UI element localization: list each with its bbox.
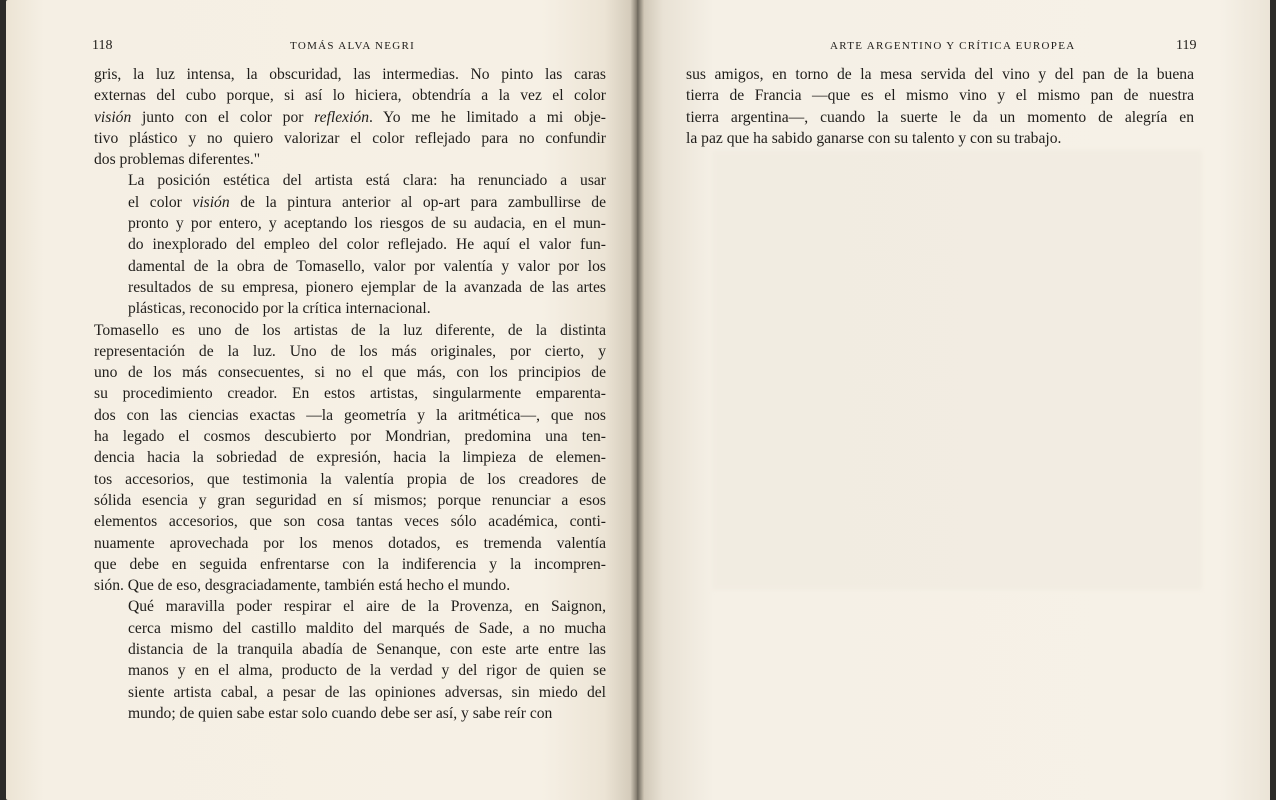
right-body-text bbox=[686, 64, 1194, 149]
paragraph bbox=[94, 596, 606, 724]
paragraph bbox=[94, 320, 606, 597]
text-line: tierra de Francia —que es el mismo vino y el mismo pan de nuestra bbox=[686, 87, 1194, 105]
text-line: mundo; de quien sabe estar solo cuando debe ser así, y sabe reír con bbox=[128, 704, 553, 722]
right-running-head: ARTE ARGENTINO Y CRÍTICA EUROPEA bbox=[830, 40, 1076, 52]
text-line: tivo plástico y no quiero valorizar el color reflejado para no confundir bbox=[94, 129, 606, 147]
text-line: siente artista cabal, a pesar de las opiniones adversas, sin miedo del bbox=[128, 683, 606, 701]
text-line: plásticas, reconocido por la crítica internacional. bbox=[128, 300, 431, 318]
book-gutter bbox=[630, 0, 644, 800]
text-line: damental de la obra de Tomasello, valor por valentía y valor por los bbox=[128, 257, 606, 275]
show-through-shadow bbox=[712, 150, 1202, 590]
text-line: distancia de la tranquila abadía de Senanque, con este arte entre las bbox=[128, 641, 606, 659]
text-line: ha legado el cosmos descubierto por Mondrian, predomina una ten- bbox=[94, 428, 606, 446]
text-line: dencia hacia la sobriedad de expresión, hacia la limpieza de elemen- bbox=[94, 449, 606, 467]
text-line: tos accesorios, que testimonia la valentía propia de los creadores de bbox=[94, 470, 606, 488]
text-line: su procedimiento creador. En estos artistas, singularmente emparenta- bbox=[94, 385, 606, 403]
text-line: uno de los más consecuentes, si no el que más, con los principios de bbox=[94, 364, 606, 382]
text-line: pronto y por entero, y aceptando los riesgos de su audacia, en el mun- bbox=[128, 215, 606, 233]
text-line: dos con las ciencias exactas —la geometría y la aritmética—, que nos bbox=[94, 406, 606, 424]
text-line: manos y en el alma, producto de la verdad y del rigor de quien se bbox=[128, 662, 606, 680]
text-line: representación de la luz. Uno de los más originales, por cierto, y bbox=[94, 342, 606, 360]
text-line: Qué maravilla poder respirar el aire de la Provenza, en Saignon, bbox=[128, 598, 606, 616]
text-line: do inexplorado del empleo del color reflejado. He aquí el valor fun- bbox=[128, 236, 606, 254]
text-line: que debe en seguida enfrentarse con la indiferencia y la incompren- bbox=[94, 555, 606, 573]
text-line: sus amigos, en torno de la mesa servida del vino y del pan de la buena bbox=[686, 66, 1194, 83]
text-line: el color visión de la pintura anterior al op-art para zambullirse de bbox=[128, 193, 607, 211]
text-line: elementos accesorios, que son cosa tantas veces sólo académica, conti- bbox=[94, 513, 606, 531]
text-line: La posición estética del artista está clara: ha renunciado a usar bbox=[128, 172, 606, 190]
text-line: visión junto con el color por reflexión. Yo me he limitado a mi obje- bbox=[94, 108, 606, 126]
text-line: sión. Que de eso, desgraciadamente, también está hecho el mundo. bbox=[94, 577, 511, 595]
text-line: la paz que ha sabido ganarse con su talento y con su trabajo. bbox=[686, 129, 1062, 147]
paragraph bbox=[94, 64, 606, 170]
left-page-number: 118 bbox=[92, 38, 113, 53]
text-line: Tomasello es uno de los artistas de la luz diferente, de la distinta bbox=[94, 321, 606, 339]
text-line: cerca mismo del castillo maldito del marqués de Sade, a no mucha bbox=[128, 619, 606, 637]
right-page-number: 119 bbox=[1176, 38, 1197, 53]
text-line: externas del cubo porque, si así lo hiciera, obtendría a la vez el color bbox=[94, 87, 606, 105]
text-line: nuamente aprovechada por los menos dotados, es tremenda valentía bbox=[94, 534, 606, 552]
text-line: resultados de su empresa, pionero ejemplar de la avanzada de las artes bbox=[128, 278, 606, 296]
text-line: sólida esencia y gran seguridad en sí mismos; porque renunciar a esos bbox=[94, 491, 606, 509]
text-line: dos problemas diferentes." bbox=[94, 151, 261, 169]
text-line: gris, la luz intensa, la obscuridad, las intermedias. No pinto las caras bbox=[94, 66, 606, 83]
paragraph bbox=[686, 64, 1194, 149]
text-line: tierra argentina—, cuando la suerte le da un momento de alegría en bbox=[686, 108, 1194, 126]
left-running-head: TOMÁS ALVA NEGRI bbox=[290, 40, 416, 52]
paragraph bbox=[94, 170, 606, 319]
left-body-text bbox=[94, 64, 606, 724]
